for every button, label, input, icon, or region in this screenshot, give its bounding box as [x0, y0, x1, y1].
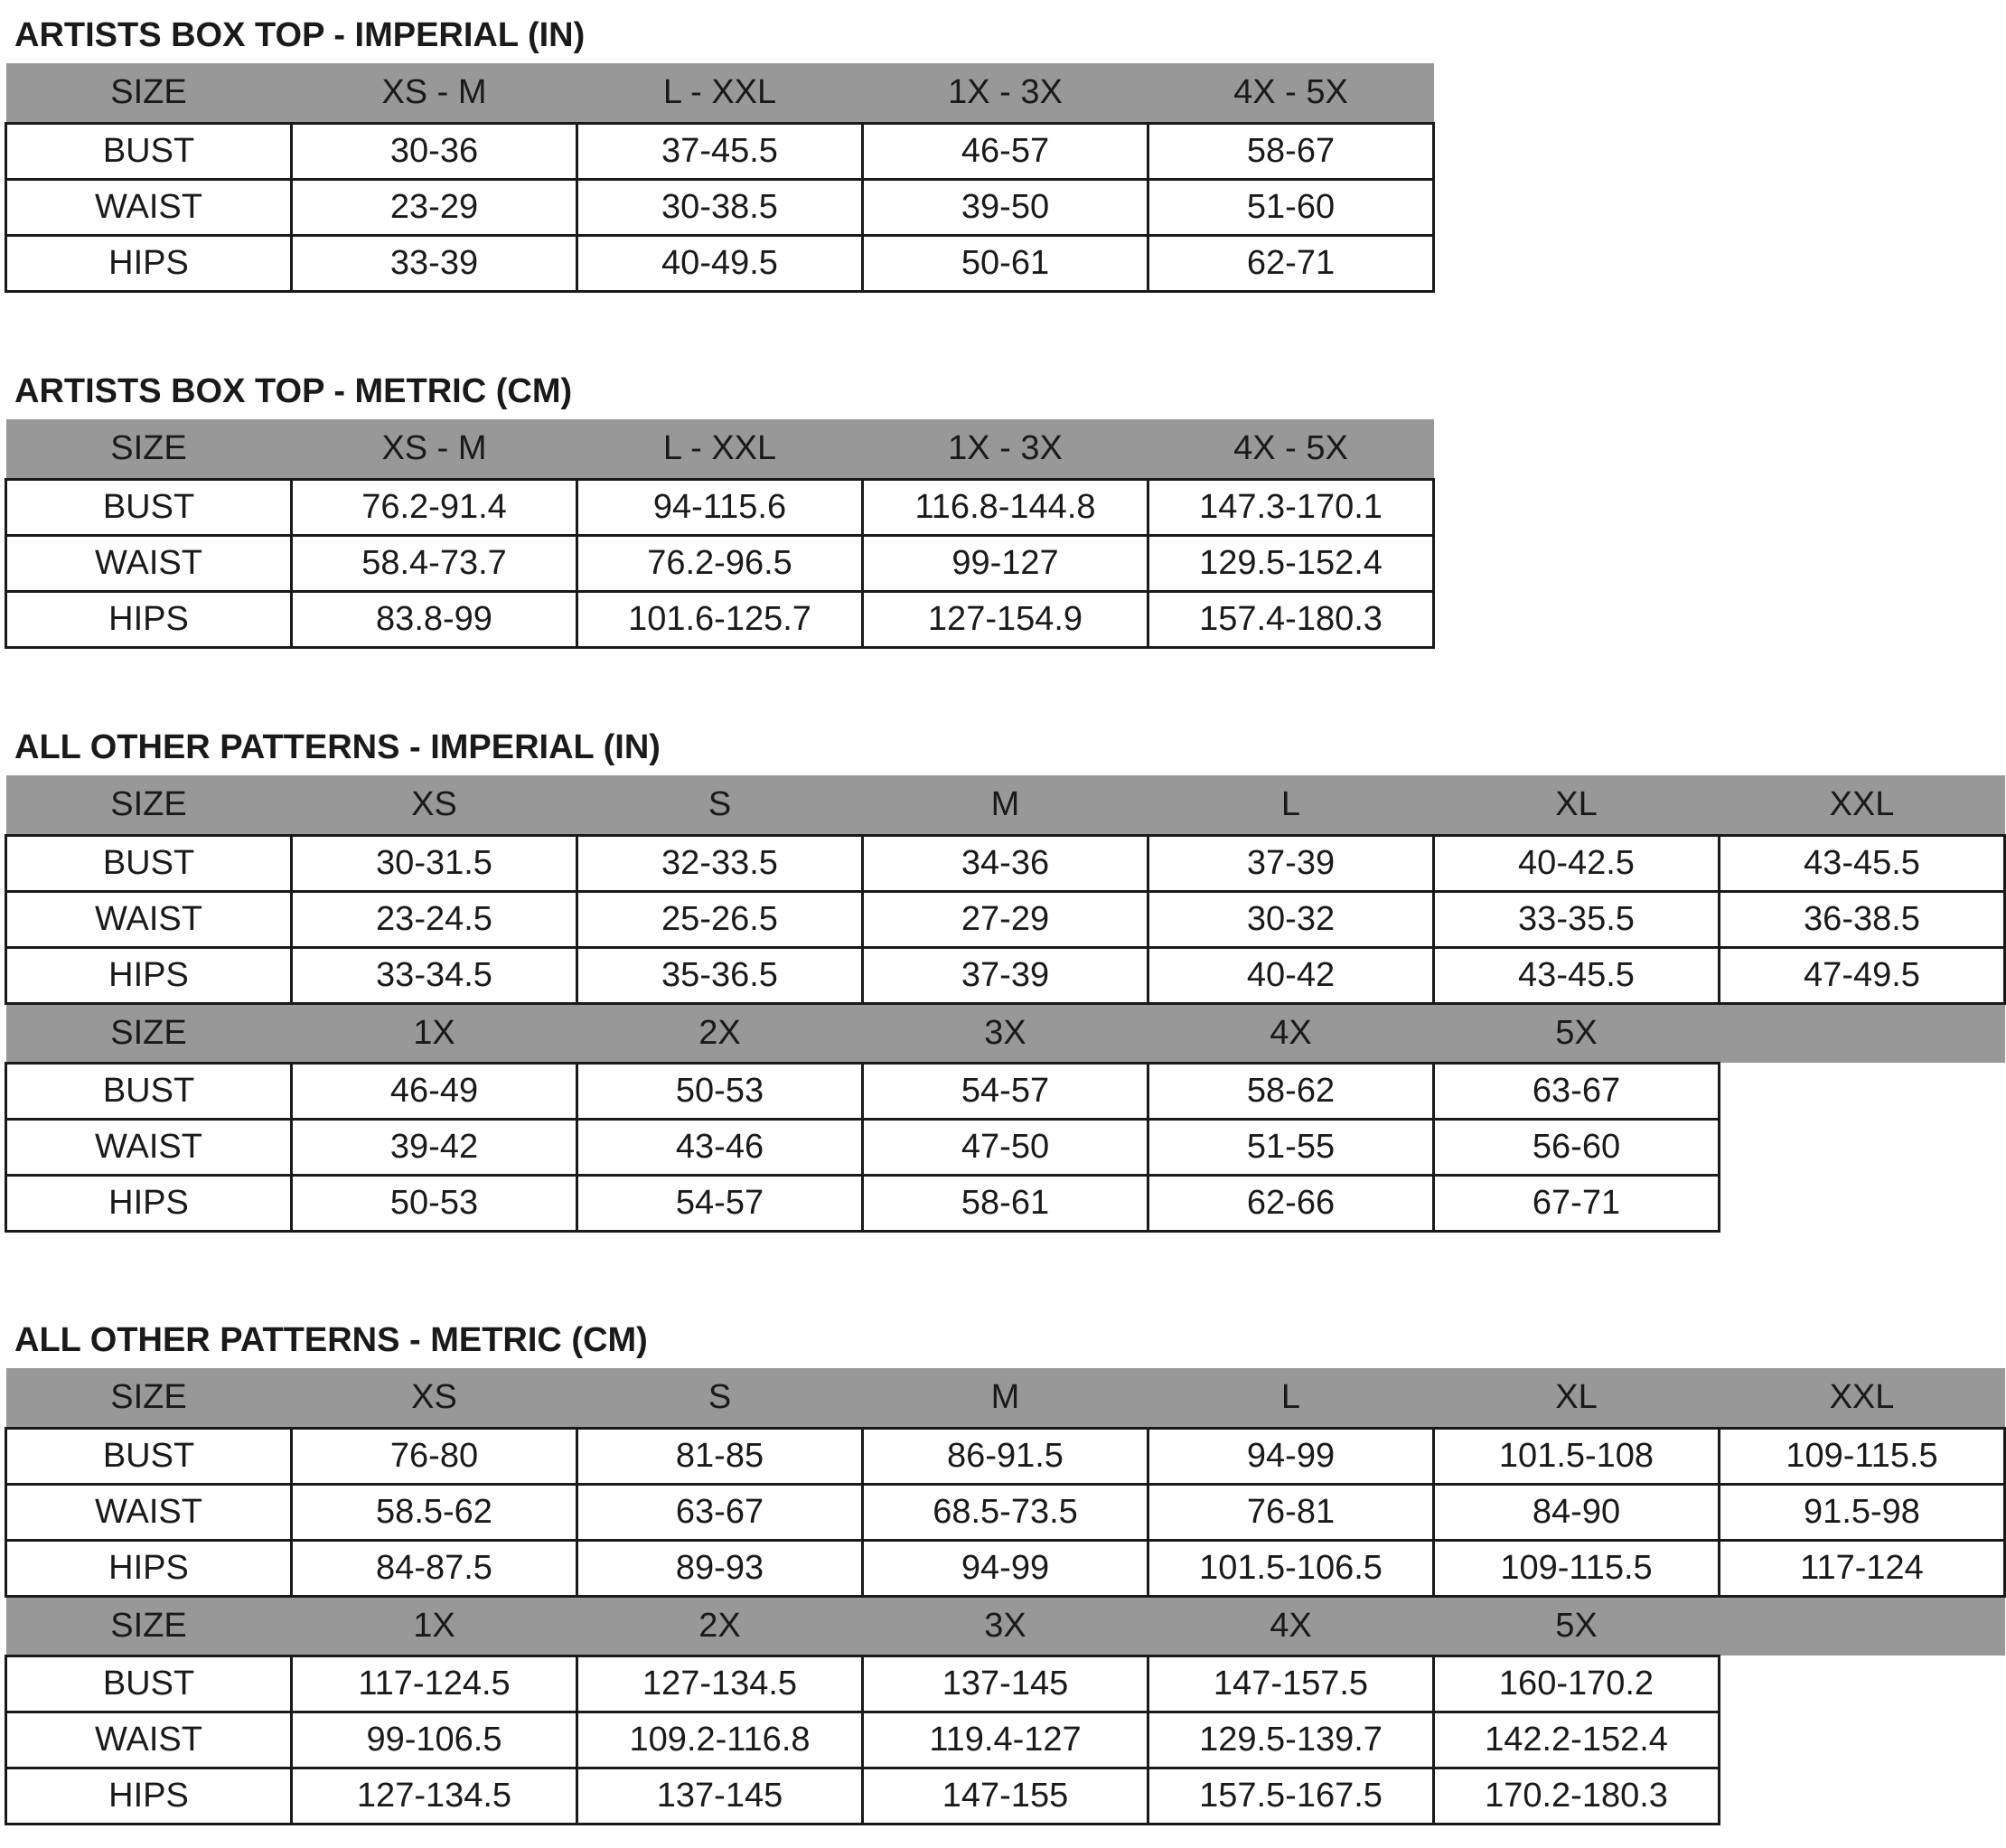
- measurement-cell: 99-127: [863, 535, 1148, 591]
- empty-cell: [1720, 1119, 2005, 1175]
- measurement-cell: 39-42: [292, 1119, 577, 1175]
- measurement-cell: 160-170.2: [1434, 1656, 1720, 1712]
- measurement-cell: 50-61: [863, 235, 1148, 291]
- measurement-cell: 35-36.5: [577, 947, 863, 1003]
- row-label: WAIST: [6, 1484, 292, 1540]
- measurement-cell: 33-35.5: [1434, 891, 1720, 947]
- measurement-cell: 76.2-91.4: [292, 479, 577, 535]
- measurement-cell: 119.4-127: [863, 1712, 1148, 1768]
- measurement-cell: 127-134.5: [577, 1656, 863, 1712]
- measurement-row-bust: [6, 479, 1434, 535]
- measurement-cell: 91.5-98: [1720, 1484, 2005, 1540]
- measurement-row-bust: [6, 1428, 2005, 1484]
- size-cell: S: [577, 775, 863, 835]
- empty-cell: [1720, 1768, 2005, 1824]
- measurement-cell: 109-115.5: [1720, 1428, 2005, 1484]
- size-cell: XS - M: [292, 63, 577, 123]
- measurement-cell: 68.5-73.5: [863, 1484, 1148, 1540]
- measurement-cell: 84-90: [1434, 1484, 1720, 1540]
- size-cell: XS: [292, 775, 577, 835]
- size-header-row: [6, 775, 2005, 835]
- size-cell: M: [863, 1368, 1148, 1428]
- measurement-cell: 62-66: [1148, 1175, 1434, 1231]
- measurement-cell: 30-38.5: [577, 179, 863, 235]
- measurement-cell: 157.5-167.5: [1148, 1768, 1434, 1824]
- measurement-cell: 27-29: [863, 891, 1148, 947]
- measurement-row-waist: [6, 891, 2005, 947]
- size-cell: M: [863, 775, 1148, 835]
- measurement-cell: 47-50: [863, 1119, 1148, 1175]
- size-cell: S: [577, 1368, 863, 1428]
- size-table-all-patterns-metric: [5, 1368, 2006, 1825]
- size-label: SIZE: [6, 775, 292, 835]
- measurement-cell: 40-49.5: [577, 235, 863, 291]
- measurement-cell: 58-61: [863, 1175, 1148, 1231]
- measurement-cell: 86-91.5: [863, 1428, 1148, 1484]
- measurement-cell: 157.4-180.3: [1148, 591, 1434, 647]
- measurement-cell: 37-45.5: [577, 123, 863, 179]
- size-cell: L: [1148, 1368, 1434, 1428]
- header-fill-cell: [1720, 1596, 2005, 1656]
- measurement-cell: 129.5-139.7: [1148, 1712, 1434, 1768]
- measurement-cell: 34-36: [863, 835, 1148, 891]
- measurement-row-waist: [6, 535, 1434, 591]
- size-cell: 4X: [1148, 1596, 1434, 1656]
- measurement-cell: 94-99: [1148, 1428, 1434, 1484]
- size-cell: 5X: [1434, 1596, 1720, 1656]
- measurement-cell: 63-67: [1434, 1063, 1720, 1119]
- size-cell: 4X - 5X: [1148, 63, 1434, 123]
- empty-cell: [1720, 1656, 2005, 1712]
- measurement-cell: 89-93: [577, 1540, 863, 1596]
- measurement-cell: 84-87.5: [292, 1540, 577, 1596]
- measurement-cell: 58-67: [1148, 123, 1434, 179]
- measurement-cell: 56-60: [1434, 1119, 1720, 1175]
- measurement-row-hips: [6, 1540, 2005, 1596]
- measurement-cell: 40-42.5: [1434, 835, 1720, 891]
- empty-cell: [1720, 1175, 2005, 1231]
- measurement-cell: 76.2-96.5: [577, 535, 863, 591]
- measurement-cell: 147-157.5: [1148, 1656, 1434, 1712]
- measurement-cell: 39-50: [863, 179, 1148, 235]
- measurement-row-hips: [6, 591, 1434, 647]
- row-label: WAIST: [6, 179, 292, 235]
- empty-cell: [1720, 1003, 2005, 1063]
- row-label: WAIST: [6, 1119, 292, 1175]
- measurement-row-waist: [6, 1712, 2005, 1768]
- measurement-row-bust: [6, 123, 1434, 179]
- measurement-cell: 109-115.5: [1434, 1540, 1720, 1596]
- measurement-cell: 43-45.5: [1720, 835, 2005, 891]
- measurement-cell: 58-62: [1148, 1063, 1434, 1119]
- row-label: BUST: [6, 1063, 292, 1119]
- size-cell: 1X: [292, 1003, 577, 1063]
- measurement-cell: 54-57: [577, 1175, 863, 1231]
- size-table-box-top-imperial: [5, 63, 1435, 293]
- row-label: BUST: [6, 123, 292, 179]
- size-cell: 1X - 3X: [863, 63, 1148, 123]
- measurement-cell: 101.6-125.7: [577, 591, 863, 647]
- empty-cell: [1720, 1063, 2005, 1119]
- measurement-cell: 30-32: [1148, 891, 1434, 947]
- row-label: HIPS: [6, 1540, 292, 1596]
- measurement-row-bust: [6, 1656, 2005, 1712]
- measurement-cell: 47-49.5: [1720, 947, 2005, 1003]
- section-title-all-patterns-imperial: ALL OTHER PATTERNS - IMPERIAL (IN): [14, 728, 661, 766]
- section-title-box-top-imperial: ARTISTS BOX TOP - IMPERIAL (IN): [14, 16, 586, 54]
- measurement-cell: 81-85: [577, 1428, 863, 1484]
- row-label: BUST: [6, 835, 292, 891]
- measurement-row-hips: [6, 947, 2005, 1003]
- row-label: HIPS: [6, 591, 292, 647]
- measurement-cell: 32-33.5: [577, 835, 863, 891]
- measurement-row-waist: [6, 179, 1434, 235]
- size-cell: 3X: [863, 1596, 1148, 1656]
- measurement-cell: 94-99: [863, 1540, 1148, 1596]
- measurement-cell: 147-155: [863, 1768, 1148, 1824]
- size-cell: 2X: [577, 1596, 863, 1656]
- measurement-row-hips: [6, 1768, 2005, 1824]
- measurement-cell: 30-36: [292, 123, 577, 179]
- size-cell: L: [1148, 775, 1434, 835]
- row-label: BUST: [6, 1428, 292, 1484]
- measurement-cell: 23-29: [292, 179, 577, 235]
- measurement-cell: 46-49: [292, 1063, 577, 1119]
- size-label: SIZE: [6, 419, 292, 479]
- measurement-cell: 142.2-152.4: [1434, 1712, 1720, 1768]
- size-header-row-plus: [6, 1596, 2005, 1656]
- section-title-box-top-metric: ARTISTS BOX TOP - METRIC (CM): [14, 372, 573, 410]
- measurement-cell: 37-39: [863, 947, 1148, 1003]
- size-label: SIZE: [6, 1596, 292, 1656]
- row-label: WAIST: [6, 1712, 292, 1768]
- measurement-row-bust: [6, 1063, 2005, 1119]
- measurement-cell: 33-34.5: [292, 947, 577, 1003]
- measurement-cell: 33-39: [292, 235, 577, 291]
- measurement-cell: 116.8-144.8: [863, 479, 1148, 535]
- size-header-row: [6, 63, 1434, 123]
- measurement-cell: 37-39: [1148, 835, 1434, 891]
- measurement-cell: 51-55: [1148, 1119, 1434, 1175]
- measurement-cell: 137-145: [577, 1768, 863, 1824]
- size-cell: XL: [1434, 1368, 1720, 1428]
- measurement-cell: 50-53: [292, 1175, 577, 1231]
- size-cell: 2X: [577, 1003, 863, 1063]
- measurement-cell: 51-60: [1148, 179, 1434, 235]
- measurement-cell: 63-67: [577, 1484, 863, 1540]
- row-label: HIPS: [6, 1768, 292, 1824]
- row-label: HIPS: [6, 1175, 292, 1231]
- measurement-cell: 43-46: [577, 1119, 863, 1175]
- measurement-cell: 46-57: [863, 123, 1148, 179]
- measurement-cell: 83.8-99: [292, 591, 577, 647]
- size-header-row: [6, 1368, 2005, 1428]
- measurement-cell: 129.5-152.4: [1148, 535, 1434, 591]
- measurement-cell: 43-45.5: [1434, 947, 1720, 1003]
- size-cell: L - XXL: [577, 419, 863, 479]
- empty-cell: [1720, 1712, 2005, 1768]
- measurement-cell: 25-26.5: [577, 891, 863, 947]
- measurement-cell: 101.5-108: [1434, 1428, 1720, 1484]
- size-header-row: [6, 419, 1434, 479]
- size-table-box-top-metric: [5, 419, 1435, 649]
- size-cell: XS - M: [292, 419, 577, 479]
- measurement-cell: 67-71: [1434, 1175, 1720, 1231]
- measurement-cell: 137-145: [863, 1656, 1148, 1712]
- measurement-cell: 23-24.5: [292, 891, 577, 947]
- measurement-cell: 94-115.6: [577, 479, 863, 535]
- row-label: HIPS: [6, 947, 292, 1003]
- measurement-cell: 117-124: [1720, 1540, 2005, 1596]
- measurement-cell: 109.2-116.8: [577, 1712, 863, 1768]
- measurement-row-hips: [6, 1175, 2005, 1231]
- size-label: SIZE: [6, 63, 292, 123]
- row-label: BUST: [6, 1656, 292, 1712]
- size-label: SIZE: [6, 1003, 292, 1063]
- row-label: WAIST: [6, 891, 292, 947]
- size-label: SIZE: [6, 1368, 292, 1428]
- size-cell: XL: [1434, 775, 1720, 835]
- measurement-row-bust: [6, 835, 2005, 891]
- measurement-cell: 62-71: [1148, 235, 1434, 291]
- size-cell: XS: [292, 1368, 577, 1428]
- size-cell: 4X - 5X: [1148, 419, 1434, 479]
- row-label: HIPS: [6, 235, 292, 291]
- measurement-cell: 54-57: [863, 1063, 1148, 1119]
- row-label: BUST: [6, 479, 292, 535]
- size-cell: 5X: [1434, 1003, 1720, 1063]
- size-cell: 4X: [1148, 1003, 1434, 1063]
- measurement-cell: 30-31.5: [292, 835, 577, 891]
- size-cell: XXL: [1720, 775, 2005, 835]
- size-cell: 1X - 3X: [863, 419, 1148, 479]
- size-cell: 1X: [292, 1596, 577, 1656]
- size-header-row-plus: [6, 1003, 2005, 1063]
- size-table-all-patterns-imperial: [5, 775, 2006, 1233]
- measurement-cell: 76-81: [1148, 1484, 1434, 1540]
- measurement-row-waist: [6, 1484, 2005, 1540]
- measurement-row-hips: [6, 235, 1434, 291]
- size-cell: 3X: [863, 1003, 1148, 1063]
- measurement-cell: 170.2-180.3: [1434, 1768, 1720, 1824]
- row-label: WAIST: [6, 535, 292, 591]
- measurement-cell: 127-134.5: [292, 1768, 577, 1824]
- size-cell: L - XXL: [577, 63, 863, 123]
- section-title-all-patterns-metric: ALL OTHER PATTERNS - METRIC (CM): [14, 1321, 648, 1359]
- measurement-cell: 36-38.5: [1720, 891, 2005, 947]
- measurement-row-waist: [6, 1119, 2005, 1175]
- measurement-cell: 99-106.5: [292, 1712, 577, 1768]
- measurement-cell: 50-53: [577, 1063, 863, 1119]
- measurement-cell: 58.4-73.7: [292, 535, 577, 591]
- measurement-cell: 76-80: [292, 1428, 577, 1484]
- size-cell: XXL: [1720, 1368, 2005, 1428]
- measurement-cell: 147.3-170.1: [1148, 479, 1434, 535]
- measurement-cell: 58.5-62: [292, 1484, 577, 1540]
- measurement-cell: 117-124.5: [292, 1656, 577, 1712]
- measurement-cell: 40-42: [1148, 947, 1434, 1003]
- measurement-cell: 127-154.9: [863, 591, 1148, 647]
- measurement-cell: 101.5-106.5: [1148, 1540, 1434, 1596]
